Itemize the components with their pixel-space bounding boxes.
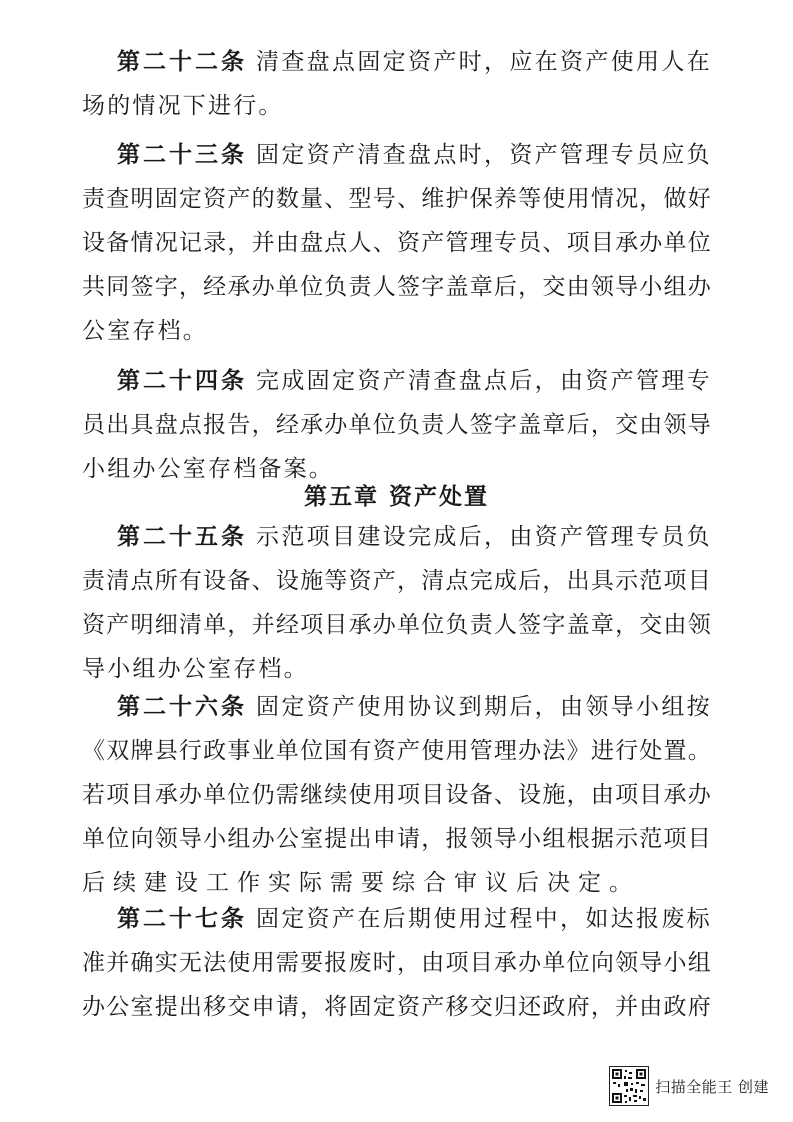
article-number: 第二十七条: [117, 906, 247, 932]
line-text: 《双牌县行政事业单位国有资产使用管理办法》进行处置。: [82, 738, 712, 764]
line-text: 设备情况记录，并由盘点人、资产管理专员、项目承办单位: [82, 230, 712, 256]
article-number: 第二十四条: [117, 368, 247, 394]
body-text-line: [0, 780, 793, 810]
article-text: 固定资产在后期使用过程中，如达报废标: [256, 906, 712, 932]
article-first-line: [0, 904, 793, 934]
article-first-line: [0, 522, 793, 552]
article-first-line: [0, 366, 793, 396]
body-text-line: [0, 654, 793, 684]
body-text-line: [0, 868, 793, 898]
line-text: 办公室提出移交申请，将固定资产移交归还政府，并由政府: [82, 994, 712, 1020]
qr-code-icon: [609, 1066, 649, 1106]
watermark-text: 扫描全能王 创建: [655, 1077, 769, 1096]
article-text: 示范项目建设完成后，由资产管理专员负: [256, 524, 712, 550]
article-first-line: [0, 140, 793, 170]
article-number: 第二十六条: [117, 694, 247, 720]
body-text-line: [0, 91, 793, 121]
line-text: 导小组办公室存档。: [82, 656, 309, 682]
line-text: 责清点所有设备、设施等资产，清点完成后，出具示范项目: [82, 568, 712, 594]
body-text-line: [0, 992, 793, 1022]
line-text: 场的情况下进行。: [82, 93, 284, 119]
body-text-line: [0, 272, 793, 302]
body-text-line: [0, 610, 793, 640]
line-text: 公室存档。: [82, 318, 208, 344]
chapter-title: 第五章 资产处置: [303, 484, 489, 510]
article-text: 固定资产使用协议到期后，由领导小组按: [256, 694, 712, 720]
body-text-line: [0, 184, 793, 214]
article-text: 完成固定资产清查盘点后，由资产管理专: [256, 368, 712, 394]
line-text: 小组办公室存档备案。: [82, 456, 334, 482]
body-text-line: [0, 566, 793, 596]
article-number: 第二十二条: [117, 49, 247, 75]
body-text-line: [0, 454, 793, 484]
line-text: 责查明固定资产的数量、型号、维护保养等使用情况，做好: [82, 186, 712, 212]
body-text-line: [0, 824, 793, 854]
article-first-line: [0, 692, 793, 722]
article-text: 清查盘点固定资产时，应在资产使用人在: [256, 49, 712, 75]
body-text-line: [0, 948, 793, 978]
article-number: 第二十五条: [117, 524, 247, 550]
line-text: 若项目承办单位仍需继续使用项目设备、设施，由项目承办: [82, 782, 712, 808]
article-first-line: [0, 47, 793, 77]
body-text-line: [0, 316, 793, 346]
article-text: 固定资产清查盘点时，资产管理专员应负: [256, 142, 712, 168]
body-text-line: [0, 228, 793, 258]
line-text: 资产明细清单，并经项目承办单位负责人签字盖章，交由领: [82, 612, 712, 638]
body-text-line: [0, 410, 793, 440]
line-text: 准并确实无法使用需要报废时，由项目承办单位向领导小组: [82, 950, 712, 976]
line-text: 后续建设工作实际需要综合审议后决定。: [82, 870, 640, 896]
scanner-watermark: [609, 1064, 769, 1108]
line-text: 员出具盘点报告，经承办单位负责人签字盖章后，交由领导: [82, 412, 712, 438]
body-text-line: [0, 736, 793, 766]
line-text: 单位向领导小组办公室提出申请，报领导小组根据示范项目: [82, 826, 712, 852]
line-text: 共同签字，经承办单位负责人签字盖章后，交由领导小组办: [82, 274, 712, 300]
article-number: 第二十三条: [117, 142, 247, 168]
